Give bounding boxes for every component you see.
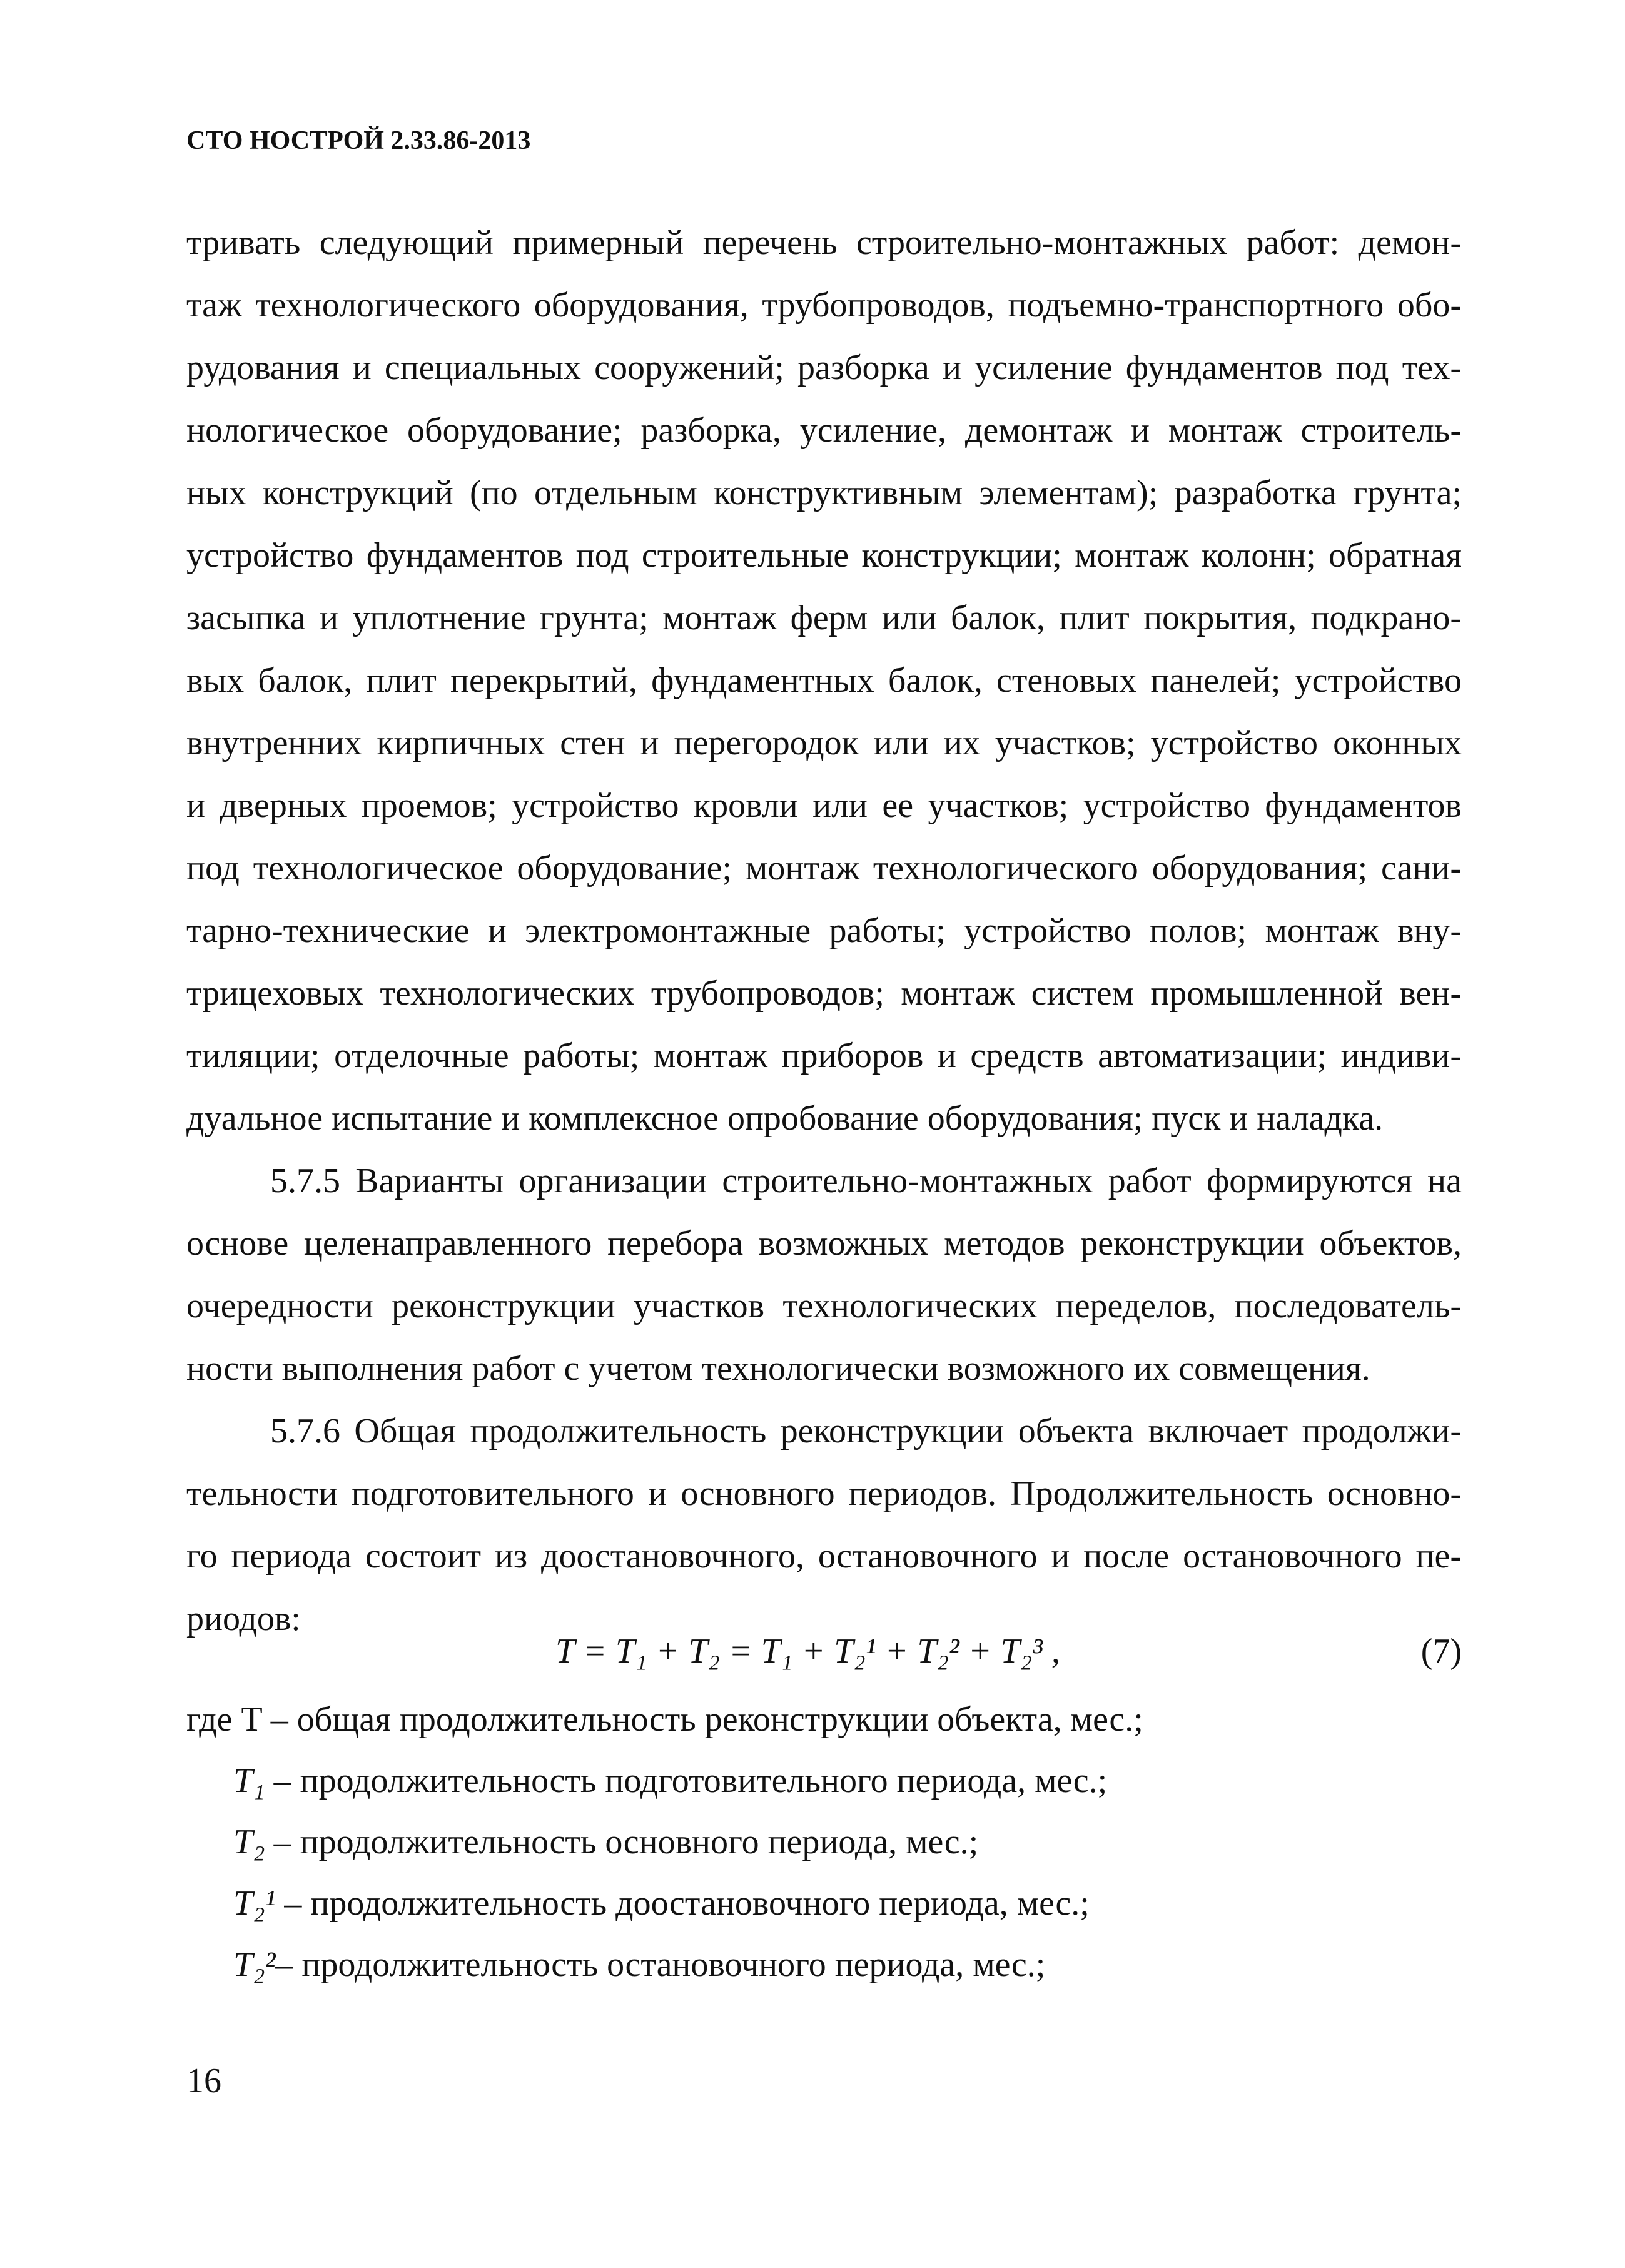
legend-row	[186, 1934, 1462, 1995]
text-line: и дверных проемов; устройство кровли или ее участков; устройство фундаментов	[186, 786, 1462, 825]
legend-symbol: T₁	[233, 1761, 265, 1800]
legend-text: где T – общая продолжительность реконструкции объекта, мес.;	[186, 1700, 1143, 1739]
legend-row	[186, 1689, 1462, 1750]
text-line: устройство фундаментов под строительные конструкции; монтаж колонн; обратная	[186, 536, 1462, 575]
body-text	[186, 211, 1462, 1650]
document-header: СТО НОСТРОЙ 2.33.86-2013	[186, 126, 531, 155]
formula-number: (7)	[1420, 1632, 1462, 1671]
legend-text: – продолжительность доостановочного периода, мес.;	[275, 1884, 1090, 1923]
text-line: тарно-технические и электромонтажные работы; устройство полов; монтаж вну-	[186, 911, 1462, 950]
legend-text: – продолжительность основного периода, мес.;	[265, 1823, 979, 1861]
text-line: нологическое оборудование; разборка, усиление, демонтаж и монтаж строитель-	[186, 411, 1462, 450]
page-number: 16	[186, 2062, 221, 2100]
text-line: го периода состоит из доостановочного, остановочного и после остановочного пе-	[186, 1537, 1462, 1576]
legend-symbol: T₂	[233, 1823, 265, 1861]
text-line: очередности реконструкции участков технологических переделов, последователь-	[186, 1287, 1462, 1325]
legend-symbol: T₂¹	[233, 1884, 276, 1923]
text-line: дуальное испытание и комплексное опробование оборудования; пуск и наладка.	[186, 1099, 1384, 1138]
text-line: внутренних кирпичных стен и перегородок или их участков; устройство оконных	[186, 724, 1462, 762]
text-line: 5.7.6 Общая продолжительность реконструкции объекта включает продолжи-	[270, 1412, 1462, 1450]
text-line: вых балок, плит перекрытий, фундаментных балок, стеновых панелей; устройство	[186, 661, 1462, 700]
text-line: под технологическое оборудование; монтаж технологического оборудования; сани-	[186, 849, 1462, 888]
legend-symbol: T₂²	[233, 1945, 276, 1984]
text-line: засыпка и уплотнение грунта; монтаж ферм или балок, плит покрытия, подкрано-	[186, 599, 1462, 637]
text-line: трицеховых технологических трубопроводов; монтаж систем промышленной вен-	[186, 974, 1462, 1013]
legend-row	[186, 1811, 1462, 1873]
text-line: 5.7.5 Варианты организации строительно-монтажных работ формируются на	[270, 1162, 1462, 1200]
text-line: тривать следующий примерный перечень строительно-монтажных работ: демон-	[186, 223, 1462, 262]
legend-row	[186, 1873, 1462, 1934]
formula-legend	[186, 1689, 1462, 1995]
formula-row	[186, 1620, 1462, 1683]
legend-text: – продолжительность подготовительного периода, мес.;	[265, 1761, 1108, 1800]
text-line: ности выполнения работ с учетом технологически возможного их совмещения.	[186, 1349, 1370, 1388]
text-line: тельности подготовительного и основного периодов. Продолжительность основно-	[186, 1474, 1462, 1513]
text-line: риодов:	[186, 1599, 301, 1638]
text-line: тиляции; отделочные работы; монтаж приборов и средств автоматизации; индиви-	[186, 1036, 1462, 1075]
formula: T = T₁ + T₂ = T₁ + T₂¹ + T₂² + T₂³ ,	[555, 1632, 1060, 1671]
text-line: основе целенаправленного перебора возможных методов реконструкции объектов,	[186, 1224, 1462, 1263]
text-line: рудования и специальных сооружений; разборка и усиление фундаментов под тех-	[186, 348, 1462, 387]
text-line: ных конструкций (по отдельным конструктивным элементам); разработка грунта;	[186, 473, 1462, 512]
text-line: таж технологического оборудования, трубопроводов, подъемно-транспортного обо-	[186, 286, 1462, 325]
legend-text: – продолжительность остановочного периода, мес.;	[275, 1945, 1046, 1984]
legend-row	[186, 1750, 1462, 1811]
